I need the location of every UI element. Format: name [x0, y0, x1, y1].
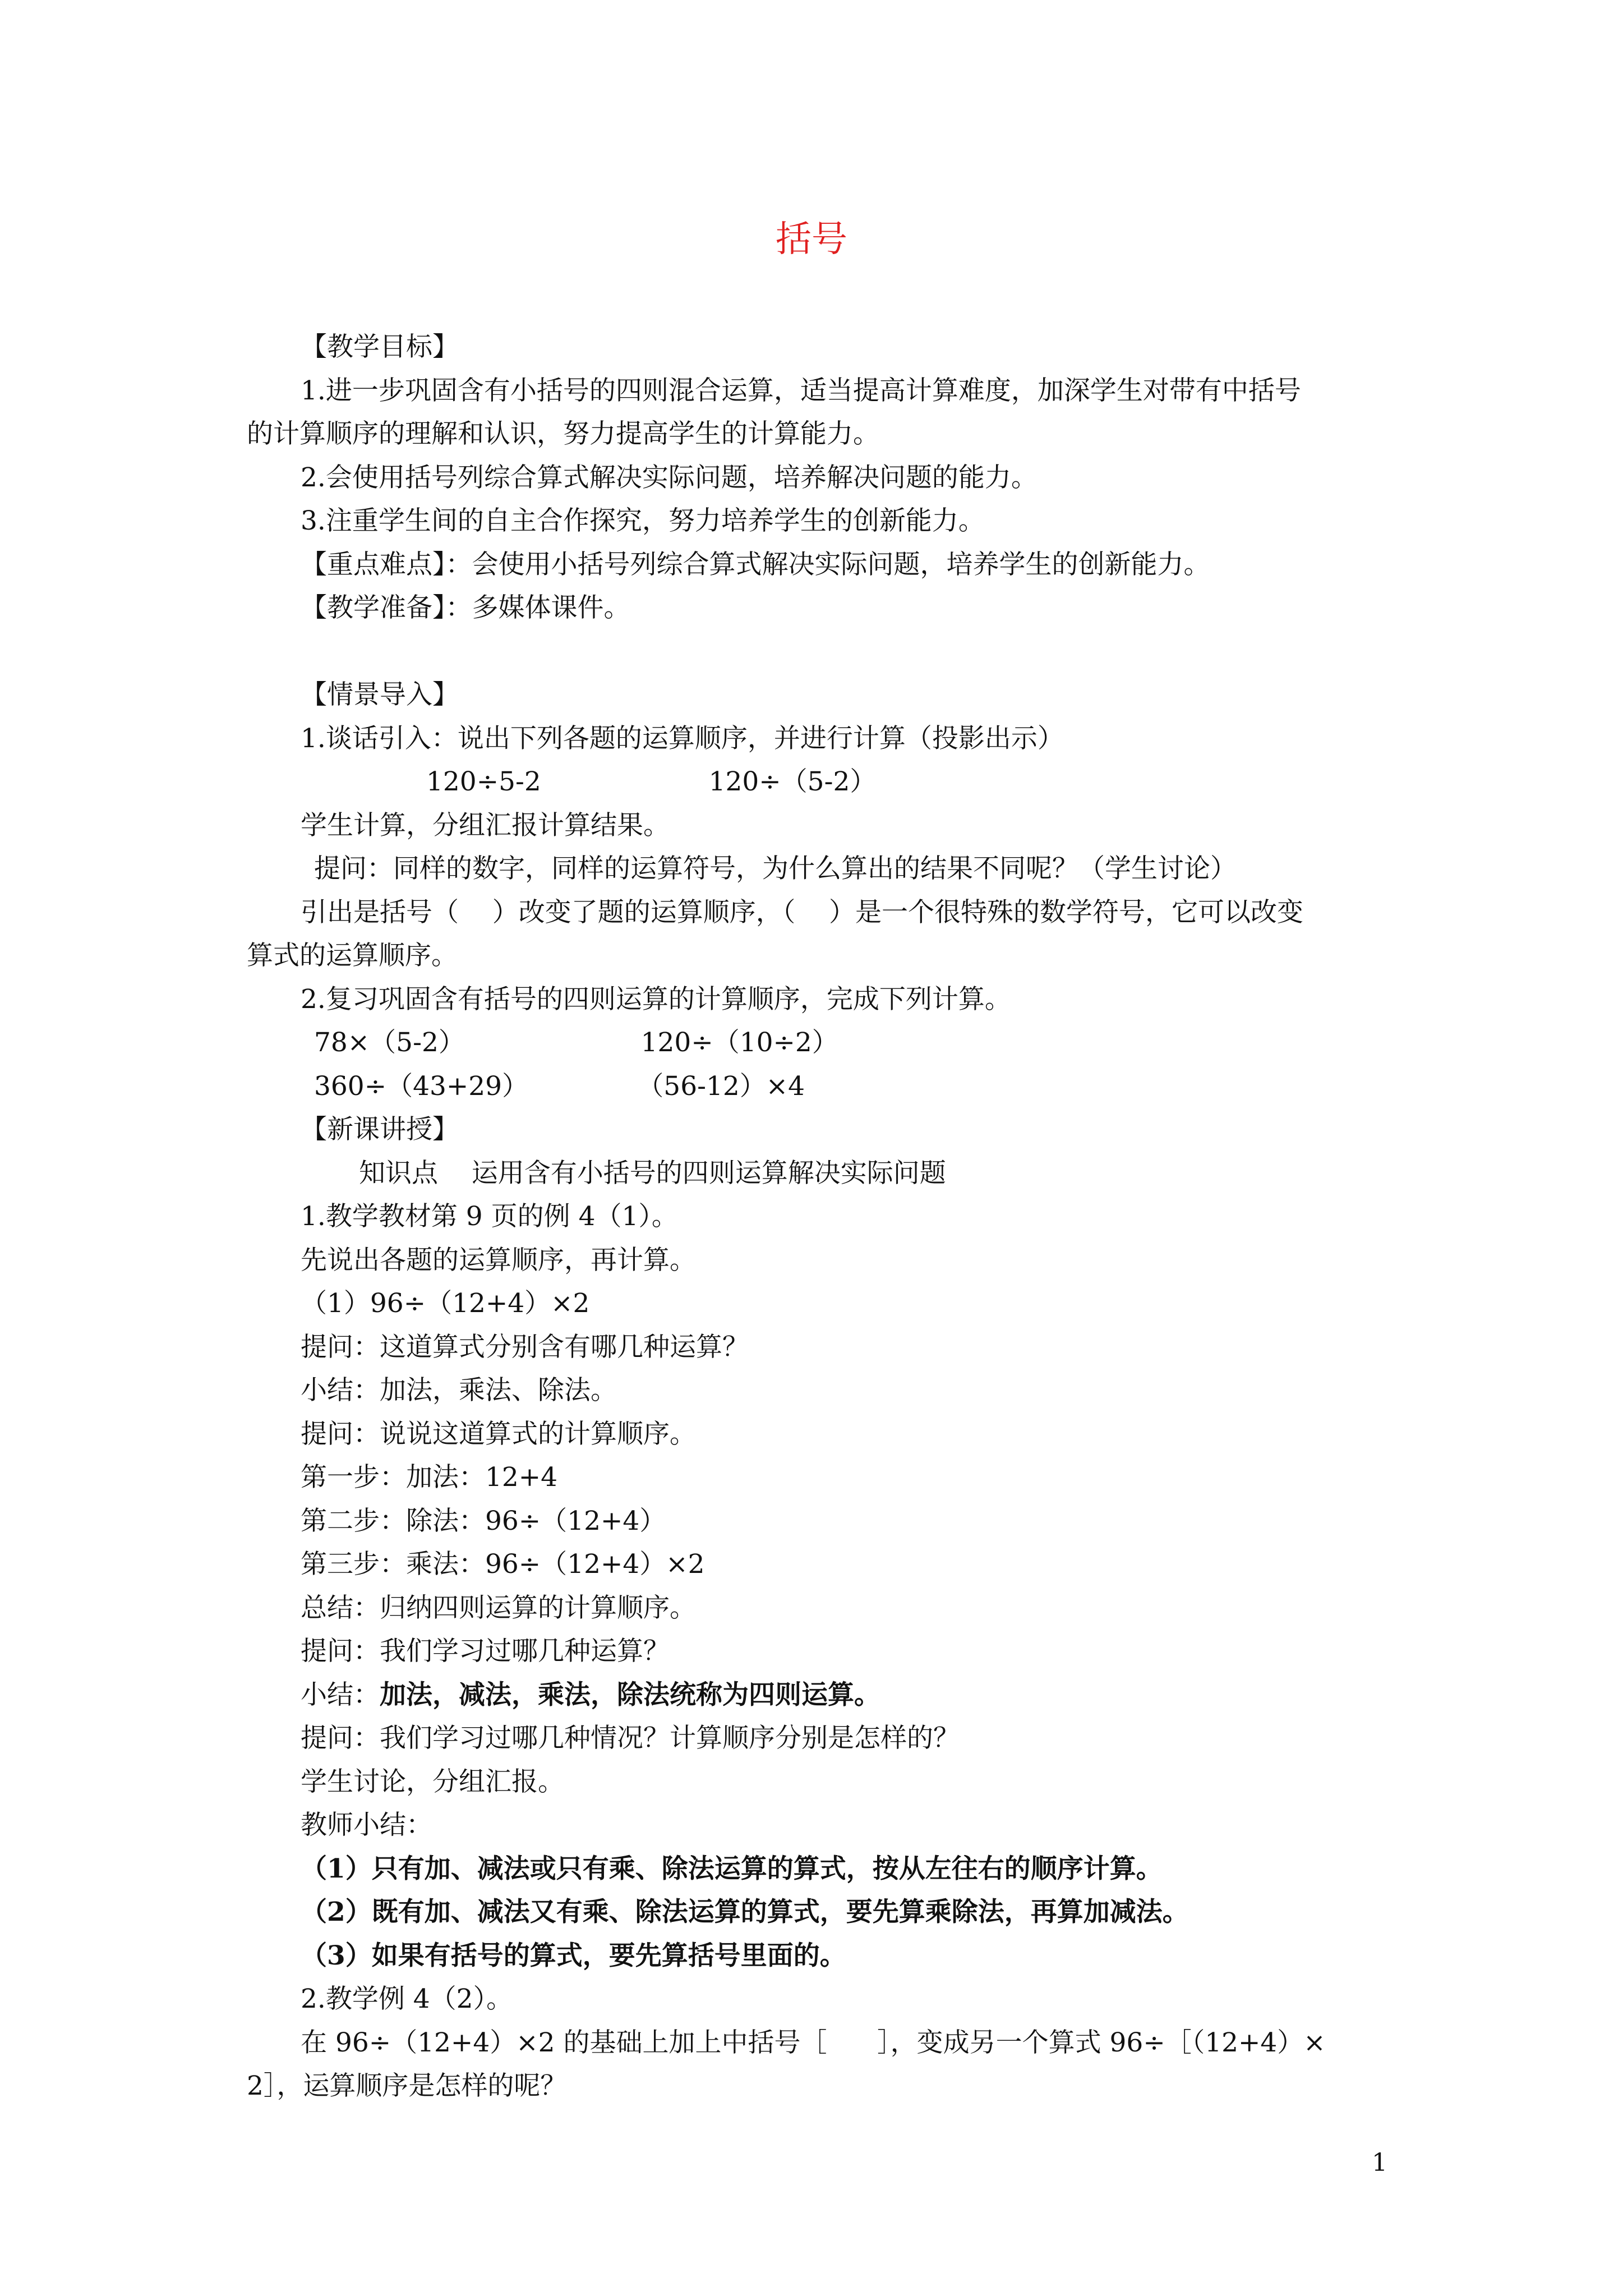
text-line: 引出是括号（ ）改变了题的运算顺序，（ ）是一个很特殊的数学符号，它可以改变 [301, 896, 1304, 928]
summary-line [247, 1673, 1391, 1717]
text-line: 提问：同样的数字，同样的运算符号，为什么算出的结果不同呢？（学生讨论） [314, 853, 1237, 884]
page-title: 括号 [776, 219, 847, 260]
text-line: 提问：我们学习过哪几种情况？计算顺序分别是怎样的？ [301, 1723, 960, 1754]
formula-line: 120÷5-2 120÷（5-2） [426, 766, 877, 797]
text-line: 2.复习巩固含有括号的四则运算的计算顺序，完成下列计算。 [301, 983, 1011, 1015]
text-line: 在 96÷（12+4）×2 的基础上加上中括号［ ］，变成另一个算式 96÷［（12+4）× [301, 2027, 1326, 2058]
formula-line: 78×（5-2） 120÷（10÷2） [314, 1027, 838, 1058]
text-line: 3.注重学生间的自主合作探究，努力培养学生的创新能力。 [301, 505, 985, 536]
text-line: 提问：说说这道算式的计算顺序。 [301, 1418, 696, 1450]
text-line: 2.会使用括号列综合算式解决实际问题，培养解决问题的能力。 [301, 462, 1038, 493]
text-line: 2.教学例 4（2）。 [301, 1984, 513, 2014]
summary-label: 小结： [301, 1679, 380, 1710]
section-heading-preparation: 【教学准备】：多媒体课件。 [301, 592, 630, 623]
section-heading-goals: 【教学目标】 [301, 332, 459, 362]
text-line: 学生讨论，分组汇报。 [301, 1766, 564, 1797]
text-line: 教师小结： [301, 1810, 432, 1841]
section-heading-intro: 【情景导入】 [301, 679, 459, 710]
text-line: 提问：我们学习过哪几种运算？ [301, 1636, 670, 1667]
summary-bold-text: 加法，减法，乘法，除法统称为四则运算。 [380, 1679, 880, 1710]
rule-line: （3）如果有括号的算式，要先算括号里面的。 [301, 1940, 846, 1971]
text-line: 学生计算，分组汇报计算结果。 [301, 809, 670, 841]
formula-line: 360÷（43+29） （56-12）×4 [314, 1070, 805, 1102]
page-number: 1 [1372, 2148, 1387, 2177]
text-line: 第二步：除法：96÷（12+4） [301, 1505, 666, 1536]
text-line: 1.进一步巩固含有小括号的四则混合运算，适当提高计算难度，加深学生对带有中括号 [301, 375, 1301, 406]
text-line: 第三步：乘法：96÷（12+4）×2 [301, 1549, 705, 1580]
text-line: 提问：这道算式分别含有哪几种运算？ [301, 1331, 749, 1363]
text-line: 1.教学教材第 9 页的例 4（1）。 [301, 1201, 678, 1232]
text-line: 先说出各题的运算顺序，再计算。 [301, 1244, 696, 1276]
document-body [247, 325, 1391, 2108]
knowledge-point: 知识点 运用含有小括号的四则运算解决实际问题 [359, 1157, 946, 1189]
text-line: 小结：加法，乘法、除法。 [301, 1375, 617, 1406]
rule-line: （2）既有加、减法又有乘、除法运算的算式，要先算乘除法，再算加减法。 [301, 1897, 1189, 1927]
text-line: 的计算顺序的理解和认识，努力提高学生的计算能力。 [247, 418, 879, 449]
text-line: 第一步：加法：12+4 [301, 1462, 558, 1493]
section-heading-key-points: 【重点难点】：会使用小括号列综合算式解决实际问题，培养学生的创新能力。 [301, 549, 1210, 580]
text-line: 2］，运算顺序是怎样的呢？ [247, 2070, 567, 2101]
formula-line: （1）96÷（12+4）×2 [301, 1288, 590, 1319]
rule-line: （1）只有加、减法或只有乘、除法运算的算式，按从左往右的顺序计算。 [301, 1853, 1163, 1884]
text-line: 算式的运算顺序。 [247, 940, 458, 971]
spacer [247, 630, 1391, 674]
section-heading-new-lesson: 【新课讲授】 [301, 1114, 459, 1145]
text-line: 1.谈话引入：说出下列各题的运算顺序，并进行计算（投影出示） [301, 723, 1064, 754]
text-line: 总结：归纳四则运算的计算顺序。 [301, 1592, 696, 1623]
